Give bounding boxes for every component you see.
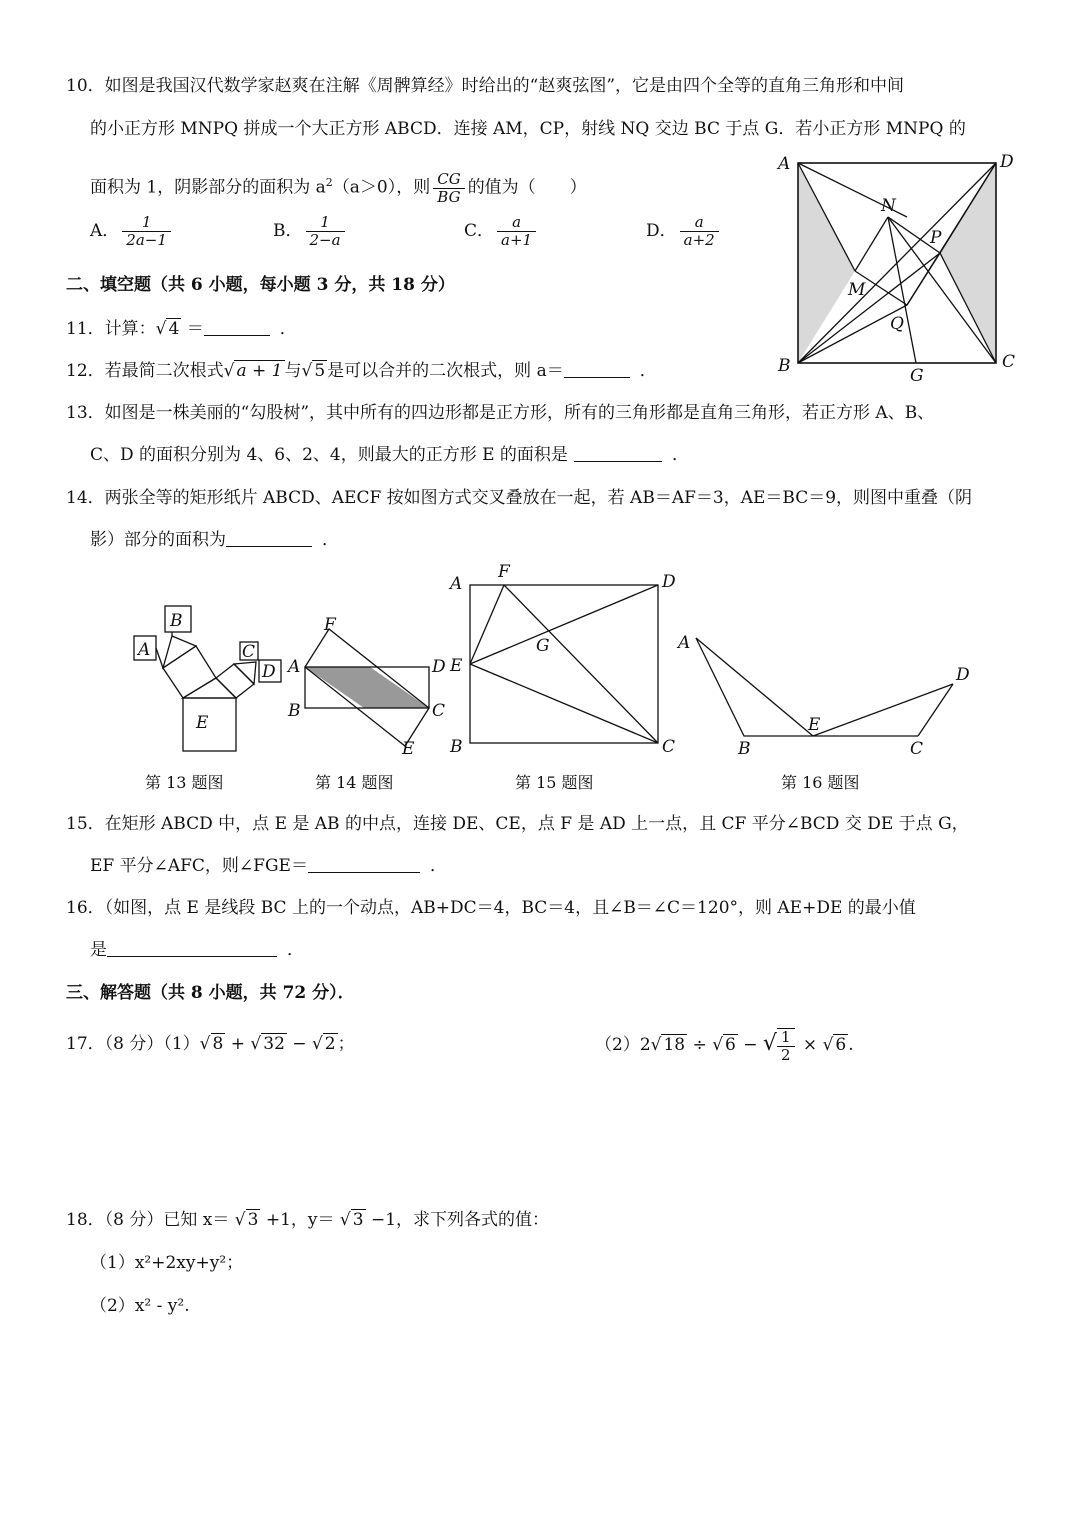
shaded-overlap [305,667,429,708]
label-d: D [1000,152,1014,172]
q12: 12．若最简二次根式√ a + 1 与√ 5 是可以合并的二次根式，则 a＝ ． [66,361,657,381]
section3-heading: 三、解答题（共 8 小题，共 72 分）． [66,983,355,1003]
label-q: Q [890,314,904,334]
fig13-label-d: D [262,662,276,682]
fig13-label-b: B [170,611,183,631]
fig14-label-b: B [288,701,301,721]
q14-answer-blank[interactable] [226,528,312,547]
fig16-label-b: B [738,739,751,759]
fig15-label-f: F [498,563,510,582]
fig15-label-g: G [536,636,550,656]
fig14-label-f: F [324,615,336,635]
fig16-label-a: A [678,633,691,653]
q10-line1: 10．如图是我国汉代数学家赵爽在注解《周髀算经》时给出的“赵爽弦图”，它是由四个全等的直角三角形和中间 [66,76,905,96]
option-a: A． $\frac{1}{2a-1}$ [90,214,174,249]
square-right [216,664,254,698]
fig13-label-a: A [138,640,151,660]
q14-line1: 14．两张全等的矩形纸片 ABCD、AECF 按如图方式交叉叠放在一起，若 AB＝AF＝3，AE＝BC＝9，则图中重叠（阴 [66,488,973,508]
q12-answer-blank[interactable] [564,359,630,378]
label-g: G [910,366,924,385]
rect-abcd [470,585,658,743]
label-m: M [848,280,866,300]
figure-15 [446,563,686,763]
shaded-right [940,163,996,363]
figure-14 [284,612,454,762]
fig13-caption: 第 13 题图 [145,773,224,792]
section2-heading: 二、填空题（共 6 小题，每小题 3 分，共 18 分） [66,275,455,295]
q13-line1: 13．如图是一株美丽的“勾股树”，其中所有的四边形都是正方形，所有的三角形都是直角三角形，若正方形 A、B、 [66,403,935,423]
fig15-label-b: B [450,737,463,757]
label-b: B [778,356,791,376]
q13-answer-blank[interactable] [574,443,662,462]
fig16-label-d: D [956,665,970,685]
zhao-shuang-figure [770,145,1030,385]
square-left [163,646,216,698]
fig14-caption: 第 14 题图 [315,773,394,792]
fig14-label-e: E [402,739,415,759]
q17-part2: （2）2√ 18 ÷ √ 6 − √ $\frac{1}{2}$ × √ 6 . [595,1027,854,1064]
fig16-label-c: C [910,739,924,759]
q11: 11．计算：√ 4 ＝ ． [66,319,297,339]
q15-answer-blank[interactable] [308,854,420,873]
fig13-label-e: E [196,713,209,733]
q13-line2: C、D 的面积分别为 4、6、2、4，则最大的正方形 E 的面积是 ． [90,445,689,465]
figure-13 [128,598,288,758]
q10-line2: 的小正方形 MNPQ 拼成一个大正方形 ABCD．连接 AM，CP，射线 NQ 交边 BC 于点 G．若小正方形 MNPQ 的 [90,119,966,139]
fig16-caption: 第 16 题图 [781,773,860,792]
fig14-label-a: A [288,657,301,677]
fig14-label-d: D [432,657,446,677]
cg-bg-fraction: $\frac{CG}{BG}$ [433,171,464,206]
q16-line1: 16．（如图，点 E 是线段 BC 上的一个动点，AB+DC＝4，BC＝4，且∠B＝∠C＝120°，则 AE+DE 的最小值 [66,898,916,918]
q17-part1: 17．（8 分）（1）√ 8 + √ 32 − √ 2 ； [66,1034,355,1054]
label-n: N [881,196,896,216]
fig15-caption: 第 15 题图 [515,773,594,792]
option-d: D． $\frac{a}{a+2}$ [646,214,722,249]
fig15-label-e: E [450,656,463,676]
q18-sub2: （2）x² - y². [90,1296,190,1316]
q18-sub1: （1）x²+2xy+y²； [90,1253,244,1273]
fig16-label-e: E [808,715,821,735]
fig13-label-c: C [242,642,256,662]
q15-line2: EF 平分∠AFC，则∠FGE＝ ． [90,856,447,876]
fig14-label-c: C [432,701,446,721]
shaded-left [798,163,855,363]
fig15-label-d: D [662,572,676,592]
figure-16 [672,628,982,763]
fig15-label-c: C [662,737,676,757]
label-c: C [1002,352,1016,372]
option-b: B． $\frac{1}{2-a}$ [273,214,348,249]
fig15-label-a: A [450,574,463,594]
q14-line2: 影）部分的面积为 ． [90,530,339,550]
label-p: P [930,228,942,248]
q10-line3: 面积为 1，阴影部分的面积为 $a^2(a>0)$，则 $\frac{CG}{BG}$ 的值为（ ） [90,169,587,206]
q16-answer-blank[interactable] [107,938,277,957]
q11-answer-blank[interactable] [204,317,270,336]
square-e [183,698,236,751]
q10-options [90,214,770,260]
option-c: C． $\frac{a}{a+1}$ [464,214,539,249]
label-a: A [778,154,791,174]
q15-line1: 15．在矩形 ABCD 中，点 E 是 AB 的中点，连接 DE、CE，点 F 是 AD 上一点，且 CF 平分∠BCD 交 DE 于点 G， [66,814,969,834]
q16-line2: 是 ． [90,940,304,960]
q18-line1: 18．（8 分）已知 x＝ √ 3 +1，y＝ √ 3 −1，求下列各式的值： [66,1210,550,1230]
